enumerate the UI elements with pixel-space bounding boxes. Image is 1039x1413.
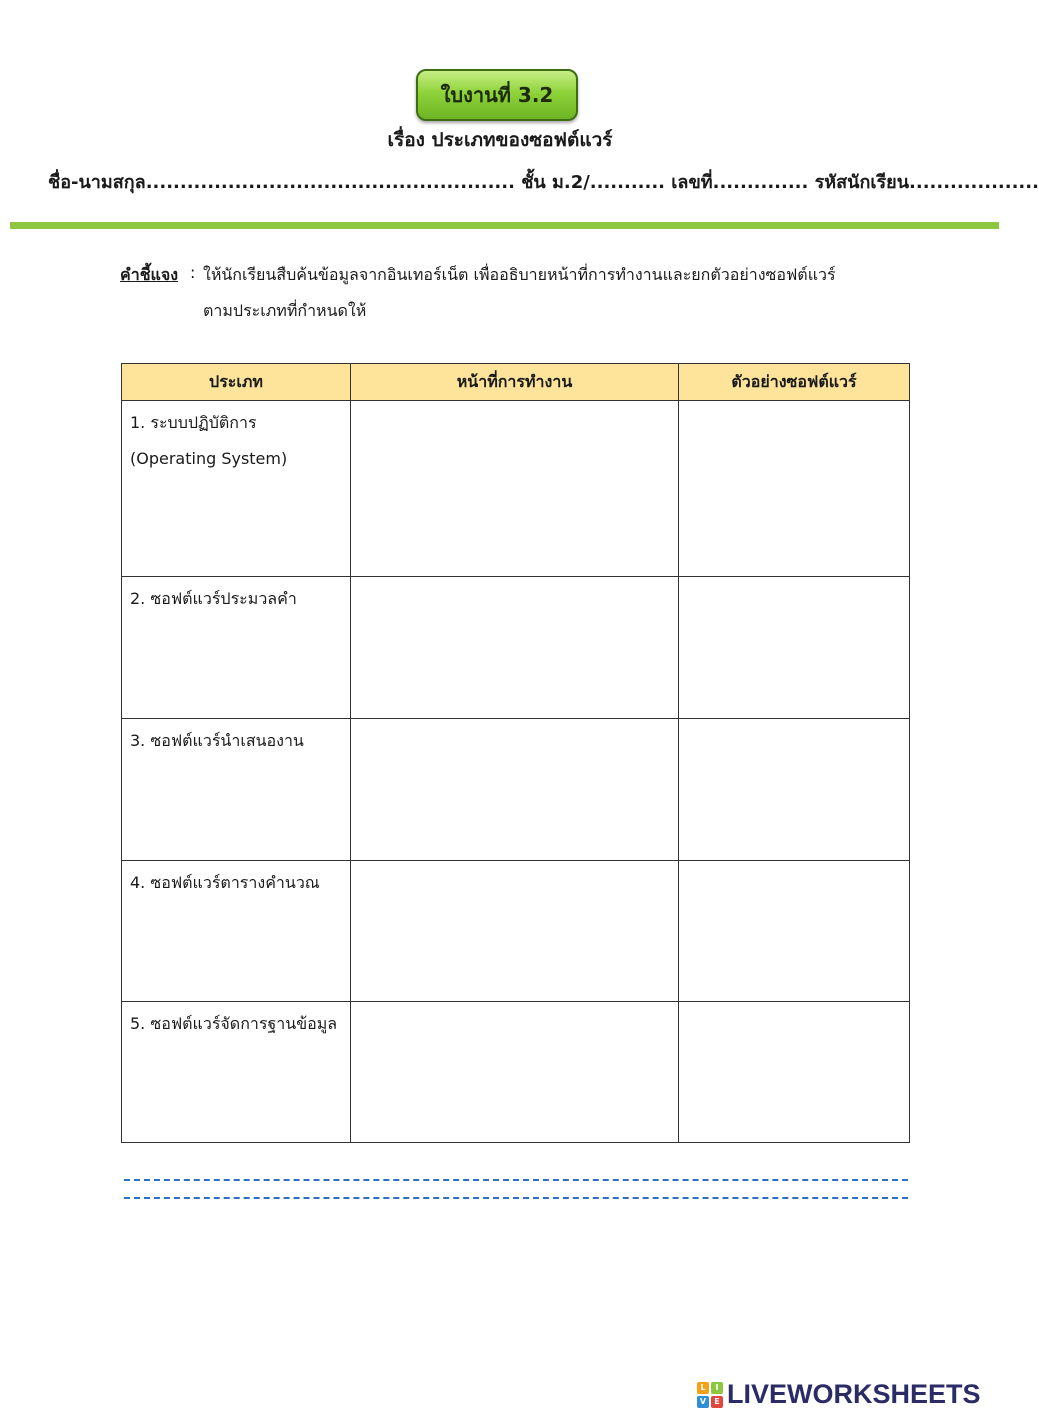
example-answer-cell[interactable]: [679, 401, 910, 577]
function-answer-cell[interactable]: [351, 719, 679, 861]
type-sublabel: (Operating System): [130, 449, 288, 468]
type-label: 3. ซอฟต์แวร์นำเสนองาน: [130, 731, 304, 750]
type-cell: [122, 401, 351, 577]
instructions-colon: :: [190, 263, 196, 282]
function-answer-cell[interactable]: [351, 861, 679, 1002]
logo-text: LIVEWORKSHEETS: [727, 1379, 981, 1409]
worksheet-badge: ใบงานที่ 3.2: [416, 69, 578, 121]
table-header-row: [122, 364, 910, 401]
header-divider: [10, 222, 999, 229]
example-answer-cell[interactable]: [679, 861, 910, 1002]
instructions-line-2: ตามประเภทที่กำหนดให้: [203, 301, 367, 320]
instructions-line-1: ให้นักเรียนสืบค้นข้อมูลจากอินเทอร์เน็ต เพื่ออธิบายหน้าที่การทำงานและยกตัวอย่างซอฟต์แวร์: [203, 265, 836, 284]
dashed-divider-bottom: [124, 1197, 908, 1199]
logo-letter: V: [697, 1396, 709, 1408]
liveworksheets-logo: [697, 1379, 981, 1410]
function-answer-cell[interactable]: [351, 401, 679, 577]
type-label: 2. ซอฟต์แวร์ประมวลคำ: [130, 589, 297, 608]
type-cell: [122, 577, 351, 719]
worksheet-subject: เรื่อง ประเภทของซอฟต์แวร์: [387, 129, 613, 151]
logo-mark-icon: [697, 1382, 723, 1408]
type-cell: [122, 719, 351, 861]
example-answer-cell[interactable]: [679, 719, 910, 861]
table-row: [122, 1002, 910, 1143]
logo-letter: E: [711, 1396, 723, 1408]
header-example: ตัวอย่างซอฟต์แวร์: [679, 364, 910, 401]
student-info-line: ชื่อ-นามสกุล...................................................... ชั้น ม.2/........... เลขที่.............. รหัสนักเรียน...................: [48, 172, 1039, 193]
type-cell: [122, 1002, 351, 1143]
example-answer-cell[interactable]: [679, 1002, 910, 1143]
header-type: ประเภท: [122, 364, 351, 401]
dashed-divider-top: [124, 1179, 908, 1181]
function-answer-cell[interactable]: [351, 577, 679, 719]
header-function: หน้าที่การทำงาน: [351, 364, 679, 401]
table-row: [122, 861, 910, 1002]
instructions-label: คำชี้แจง: [120, 265, 179, 284]
software-types-table: [121, 363, 910, 1143]
type-cell: [122, 861, 351, 1002]
type-label: 5. ซอฟต์แวร์จัดการฐานข้อมูล: [130, 1014, 338, 1033]
table-row: [122, 577, 910, 719]
logo-letter: I: [711, 1382, 723, 1394]
table-row: [122, 401, 910, 577]
logo-letter: L: [697, 1382, 709, 1394]
type-label: 4. ซอฟต์แวร์ตารางคำนวณ: [130, 873, 320, 892]
function-answer-cell[interactable]: [351, 1002, 679, 1143]
table-row: [122, 719, 910, 861]
type-label: 1. ระบบปฏิบัติการ: [130, 413, 257, 432]
example-answer-cell[interactable]: [679, 577, 910, 719]
